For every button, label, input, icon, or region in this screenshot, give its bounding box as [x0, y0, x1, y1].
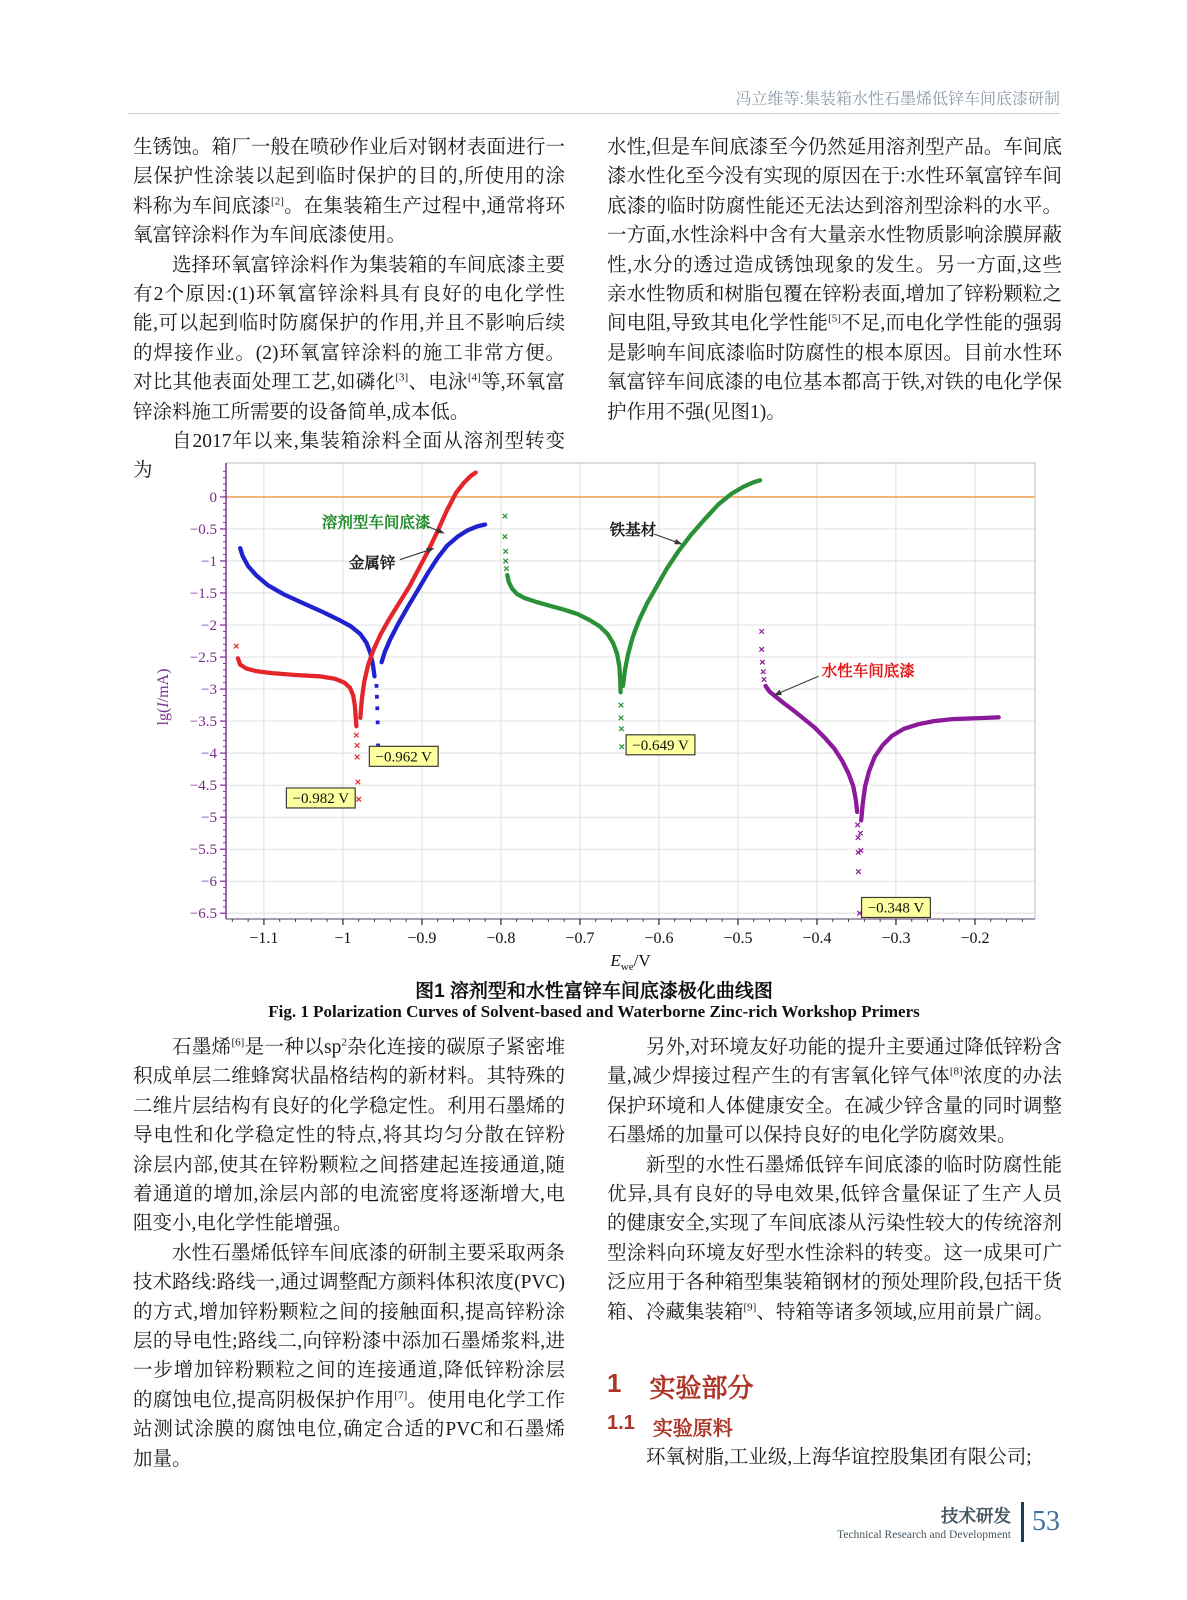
svg-text:−1: −1 [334, 930, 352, 947]
series-label: 铁基材 [609, 522, 657, 540]
series-label: 溶剂型车间底漆 [321, 514, 431, 532]
figure-caption-en: Fig. 1 Polarization Curves of Solvent-based and Waterborne Zinc-rich Workshop Primers [268, 1002, 920, 1021]
column-bottom-right [607, 1033, 1062, 1327]
svg-text:−0.6: −0.6 [644, 930, 674, 947]
paragraph: 水性石墨烯低锌车间底漆的研制主要采取两条技术路线:路线一,通过调整配方颜料体积浓度(PVC)的方式,增加锌粉颗粒之间的接触面积,提高锌粉涂层的导电性;路线二,向锌粉漆中添加石墨烯浆料,进一步增加锌粉颗粒之间的连接通道,降低锌粉涂层的腐蚀电位,提高阴极保护作用[7]。使用电化学工作站测试涂膜的腐蚀电位,确定合适的PVC和石墨烯加量。 [133, 1242, 565, 1470]
running-title: 冯立维等:集装箱水性石墨烯低锌车间底漆研制 [735, 91, 1060, 108]
svg-text:−0.4: −0.4 [802, 930, 832, 947]
paragraph: 水性,但是车间底漆至今仍然延用溶剂型产品。车间底漆水性化至今没有实现的原因在于:水性环氧富锌车间底漆的临时防腐性能还无法达到溶剂型涂料的水平。一方面,水性涂料中含有大量亲水性物质影响涂膜屏蔽性,水分的透过造成锈蚀现象的发生。另一方面,这些亲水性物质和树脂包覆在锌粉表面,增加了锌粉颗粒之间电阻,导致其电化学性能[5]不足,而电化学性能的强弱是影响车间底漆临时防腐性的根本原因。目前水性环氧富锌车间底漆的电位基本都高于铁,对铁的电化学保护作用不强(见图1)。 [607, 137, 1062, 423]
svg-text:Ewe/V: $E_{we}/V$ [610, 951, 651, 973]
figure-1 [140, 450, 1060, 980]
section-number: 1 [607, 1368, 622, 1398]
svg-text:−2: −2 [201, 618, 217, 635]
svg-text:−0.8: −0.8 [486, 930, 516, 947]
series-label: 金属锌 [348, 554, 396, 572]
annotation-value: −0.982 V [292, 790, 350, 807]
running-header [128, 86, 1060, 109]
column-top-right [607, 133, 1062, 427]
footer-label-zh: 技术研发 [941, 1506, 1011, 1526]
svg-text:−4: −4 [201, 746, 217, 763]
materials-paragraph [607, 1443, 1062, 1472]
section-title: 实验部分 [649, 1373, 754, 1403]
svg-text:0: 0 [209, 489, 217, 506]
footer-divider [1021, 1502, 1024, 1542]
paragraph: 环氧树脂,工业级,上海华谊控股集团有限公司; [646, 1447, 1032, 1468]
footer-labels [837, 1503, 1011, 1541]
svg-text:−0.9: −0.9 [407, 930, 437, 947]
paragraph: 另外,对环境友好功能的提升主要通过降低锌粉含量,减少焊接过程产生的有害氧化锌气体[8]浓度的办法保护环境和人体健康安全。在减少锌含量的同时调整石墨烯的加量可以保持良好的电化学防腐效果。 [607, 1037, 1062, 1147]
section-heading-1 [607, 1368, 753, 1405]
svg-text:−6.5: −6.5 [189, 906, 217, 923]
subsection-title: 实验原料 [652, 1418, 733, 1440]
section-heading-1-1 [607, 1412, 733, 1441]
svg-text:−0.7: −0.7 [565, 930, 595, 947]
svg-text:−1.1: −1.1 [249, 930, 279, 947]
paragraph: 石墨烯[6]是一种以$sp^2$杂化连接的碳原子紧密堆积成单层二维蜂窝状晶格结构的新材料。其特殊的二维片层结构有良好的化学稳定性。利用石墨烯的导电性和化学稳定性的特点,将其均匀分散在锌粉涂层内部,使其在锌粉颗粒之间搭建起连接通道,随着通道的增加,涂层内部的电流密度将逐渐增大,电阻变小,电化学性能增强。 [133, 1036, 565, 1235]
annotation-value: −0.348 V [867, 900, 925, 917]
svg-text:−2.5: −2.5 [189, 650, 217, 667]
column-top-left [133, 133, 565, 486]
page-footer [837, 1502, 1060, 1542]
svg-text:−1.5: −1.5 [189, 586, 217, 603]
annotation-value: −0.962 V [375, 749, 433, 766]
subsection-number: 1.1 [607, 1412, 635, 1434]
svg-text:−0.3: −0.3 [881, 930, 911, 947]
svg-text:−0.5: −0.5 [723, 930, 753, 947]
paragraph: 自2017年以来,集装箱涂料全面从溶剂型转变为 [133, 431, 565, 482]
footer-label-en: Technical Research and Development [837, 1529, 1011, 1541]
column-bottom-left [133, 1033, 565, 1474]
svg-text:−6: −6 [201, 874, 217, 891]
svg-text:−5: −5 [201, 810, 217, 827]
page-number: 53 [1032, 1506, 1060, 1537]
svg-text:−3.5: −3.5 [189, 714, 217, 731]
svg-text:lg(I/mA): lg(I/mA) [155, 668, 172, 726]
svg-text:−1: −1 [201, 553, 217, 570]
polarization-chart [140, 450, 1060, 980]
annotation-value: −0.649 V [632, 737, 689, 754]
series-label: 水性车间底漆 [821, 663, 915, 681]
paragraph: 新型的水性石墨烯低锌车间底漆的临时防腐性能优异,具有良好的导电效果,低锌含量保证了生产人员的健康安全,实现了车间底漆从污染性较大的传统溶剂型涂料向环境友好型水性涂料的转变。这一成果可广泛应用于各种箱型集装箱钢材的预处理阶段,包括干货箱、冷藏集装箱[9]、特箱等诸多领域,应用前景广阔。 [607, 1154, 1062, 1323]
svg-text:−0.2: −0.2 [960, 930, 990, 947]
svg-text:−5.5: −5.5 [189, 842, 217, 859]
figure-caption-zh: 图1 溶剂型和水性富锌车间底漆极化曲线图 [415, 981, 773, 1002]
header-rule [128, 113, 1060, 114]
svg-text:−4.5: −4.5 [189, 778, 217, 795]
svg-text:−0.5: −0.5 [189, 521, 217, 538]
paragraph: 生锈蚀。箱厂一般在喷砂作业后对钢材表面进行一层保护性涂装以起到临时保护的目的,所使用的涂料称为车间底漆[2]。在集装箱生产过程中,通常将环氧富锌涂料作为车间底漆使用。 [133, 137, 565, 247]
paragraph: 选择环氧富锌涂料作为集装箱的车间底漆主要有2个原因:(1)环氧富锌涂料具有良好的电化学性能,可以起到临时防腐保护的作用,并且不影响后续的焊接作业。(2)环氧富锌涂料的施工非常方便。对比其他表面处理工艺,如磷化[3]、电泳[4]等,环氧富锌涂料施工所需要的设备简单,成本低。 [133, 254, 565, 423]
svg-text:−3: −3 [201, 682, 217, 699]
